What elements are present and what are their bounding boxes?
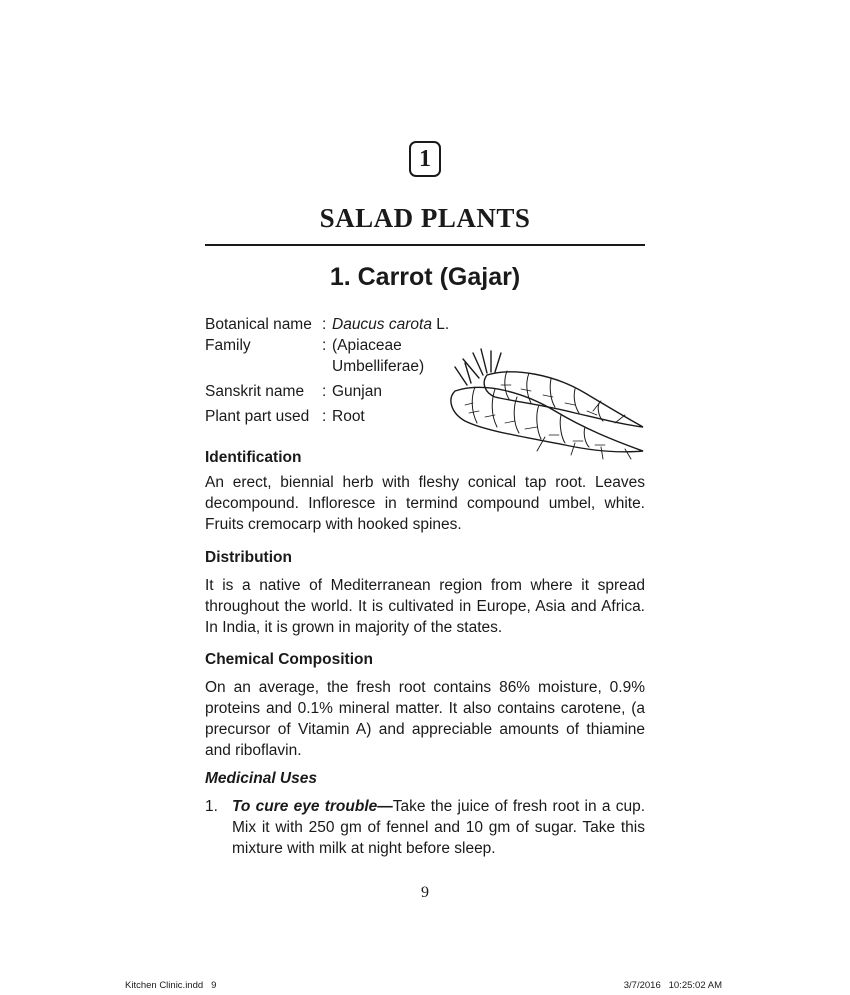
title-divider [205,244,645,246]
chemical-heading: Chemical Composition [205,651,373,668]
plant-part-value: Root [332,408,365,425]
list-item-title: To cure eye trouble [232,798,378,815]
chemical-text: On an average, the fresh root contains 86% moisture, 0.9% proteins and 0.1% mineral matter. It also contains carotene, (a precursor of Vitamin A) and appreciable amounts of thiamine and riboflavin. [205,679,645,759]
distribution-text: It is a native of Mediterranean region from where it spread throughout the world. It is cultivated in Europe, Asia and Africa. In India, it is grown in majority of the states. [205,577,645,636]
info-separator: : [322,408,327,425]
info-row-sanskrit [205,381,382,402]
chapter-number-box [409,141,441,177]
info-separator: : [322,316,327,333]
info-label: Family [205,337,251,354]
list-item-dash: — [377,798,393,815]
info-separator: : [322,383,327,400]
sanskrit-value: Gunjan [332,383,382,400]
distribution-heading: Distribution [205,549,292,566]
chapter-title: SALAD PLANTS [319,203,531,233]
identification-text: An erect, biennial herb with fleshy conical tap root. Leaves decompound. Infloresce in termind compound umbel, white. Fruits cremocarp with hooked spines. [205,474,645,533]
list-item-text: Take the juice of fresh root in a cup. Mix it with 250 gm of fennel and 10 gm of sugar. Take this mixture with milk at night before sleep. [232,798,645,857]
botanical-name-value: Daucus carota [332,316,432,333]
botanical-name-author: L. [431,316,450,333]
section-title: 1. Carrot (Gajar) [329,263,521,291]
family-value-line2: Umbelliferae) [332,358,425,375]
identification-heading: Identification [205,449,302,466]
family-value: (Apiaceae [332,337,402,354]
list-item-number: 1. [205,798,218,815]
info-row-family [205,335,425,375]
list-item [205,796,645,859]
info-separator: : [322,337,327,354]
info-label: Plant part used [205,408,310,425]
page-number: 9 [421,884,429,901]
info-row-plant-part [205,406,365,427]
footer-file-name: Kitchen Clinic.indd 9 [125,980,217,991]
info-row-botanical [205,314,449,335]
info-label: Sanskrit name [205,383,305,400]
carrot-illustration-icon [425,345,650,470]
chapter-number: 1 [419,145,431,172]
footer-timestamp: 3/7/2016 10:25:02 AM [623,980,722,991]
info-label: Botanical name [205,316,312,333]
medicinal-heading: Medicinal Uses [205,770,317,787]
